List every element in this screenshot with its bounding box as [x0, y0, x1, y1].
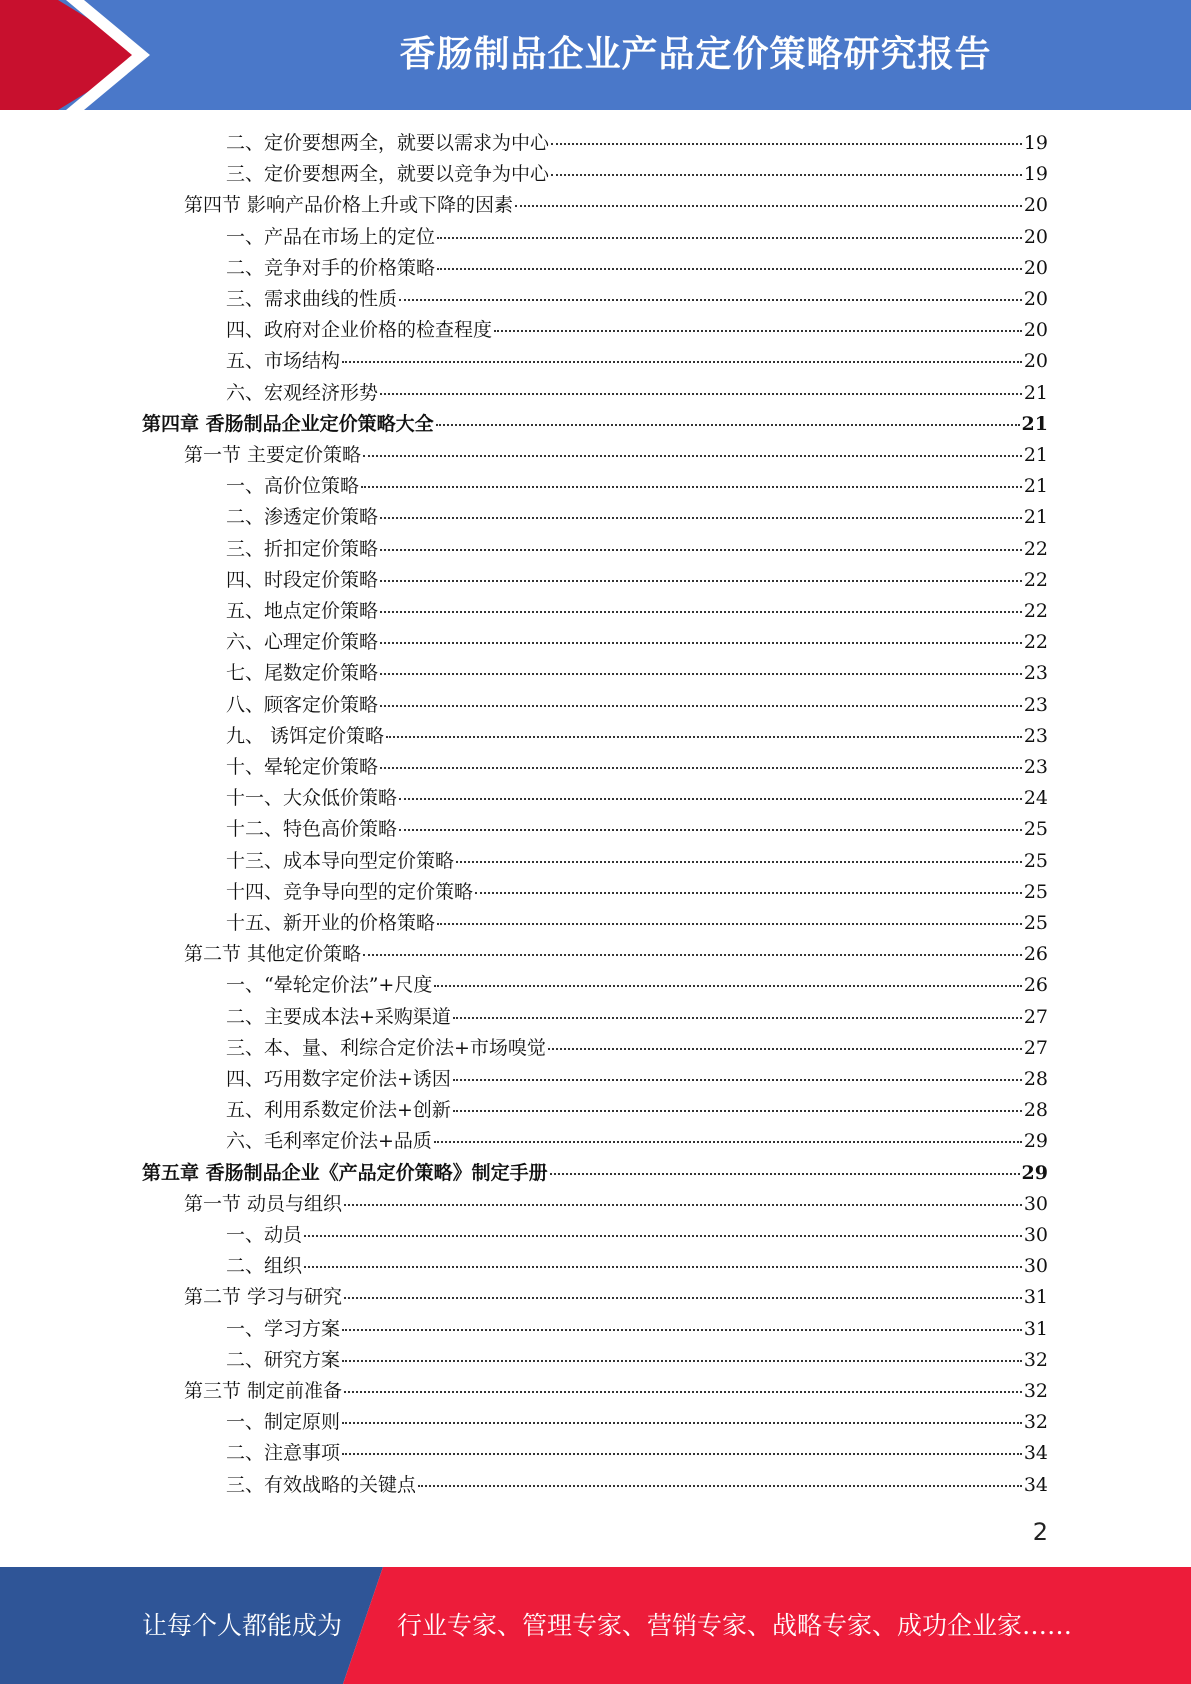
- toc-section-entry[interactable]: [184, 1189, 1048, 1220]
- toc-entry-page: 20: [1023, 257, 1048, 279]
- toc-dot-leader: [434, 1140, 1022, 1143]
- toc-item-entry[interactable]: [226, 877, 1048, 908]
- toc-entry-page: 22: [1023, 569, 1048, 591]
- toc-entry-title: 三、本、量、利综合定价法+市场嗅觉: [226, 1037, 546, 1059]
- toc-dot-leader: [380, 548, 1022, 551]
- toc-section-entry[interactable]: [184, 1282, 1048, 1313]
- toc-entry-page: 20: [1023, 226, 1048, 248]
- toc-entry-page: 25: [1023, 818, 1048, 840]
- toc-entry-title: 四、时段定价策略: [226, 569, 379, 591]
- toc-item-entry[interactable]: [226, 284, 1048, 315]
- toc-entry-page: 20: [1023, 288, 1048, 310]
- toc-entry-title: 二、主要成本法+采购渠道: [226, 1006, 451, 1028]
- toc-entry-page: 21: [1023, 382, 1048, 404]
- toc-entry-page: 27: [1023, 1006, 1048, 1028]
- page-header: [0, 0, 1191, 110]
- toc-item-entry[interactable]: [226, 1251, 1048, 1282]
- toc-entry-title: 一、“晕轮定价法”+尺度: [226, 974, 433, 996]
- toc-entry-page: 28: [1023, 1099, 1048, 1121]
- toc-entry-title: 三、需求曲线的性质: [226, 288, 398, 310]
- toc-dot-leader: [437, 236, 1022, 239]
- toc-entry-page: 22: [1023, 631, 1048, 653]
- toc-dot-leader: [380, 610, 1022, 613]
- toc-entry-title: 八、顾客定价策略: [226, 694, 379, 716]
- toc-dot-leader: [344, 1390, 1022, 1393]
- toc-entry-page: 25: [1023, 850, 1048, 872]
- toc-entry-page: 32: [1023, 1380, 1048, 1402]
- toc-entry-title: 一、动员: [226, 1224, 303, 1246]
- toc-dot-leader: [475, 891, 1022, 894]
- toc-dot-leader: [515, 204, 1022, 207]
- toc-item-entry[interactable]: [226, 814, 1048, 845]
- toc-dot-leader: [456, 860, 1022, 863]
- toc-entry-title: 三、有效战略的关键点: [226, 1474, 417, 1496]
- toc-item-entry[interactable]: [226, 846, 1048, 877]
- toc-dot-leader: [342, 1328, 1022, 1331]
- toc-dot-leader: [380, 704, 1022, 707]
- toc-entry-title: 一、产品在市场上的定位: [226, 226, 436, 248]
- toc-entry-title: 六、毛利率定价法+品质: [226, 1130, 432, 1152]
- toc-dot-leader: [380, 641, 1022, 644]
- toc-entry-page: 25: [1023, 881, 1048, 903]
- toc-entry-page: 25: [1023, 912, 1048, 934]
- toc-entry-title: 十、晕轮定价策略: [226, 756, 379, 778]
- toc-dot-leader: [550, 1172, 1020, 1175]
- toc-dot-leader: [380, 766, 1022, 769]
- toc-chapter-entry[interactable]: [142, 409, 1048, 440]
- toc-entry-title: 十五、新开业的价格策略: [226, 912, 436, 934]
- footer-slogan-left: 让每个人都能成为: [142, 1611, 343, 1640]
- toc-dot-leader: [361, 485, 1022, 488]
- toc-dot-leader: [437, 922, 1022, 925]
- footer-slogan-right: 行业专家、管理专家、营销专家、战略专家、成功企业家……: [397, 1611, 1073, 1640]
- toc-item-entry[interactable]: [226, 627, 1048, 658]
- toc-dot-leader: [494, 329, 1022, 332]
- toc-entry-page: 24: [1023, 787, 1048, 809]
- toc-dot-leader: [344, 1296, 1022, 1299]
- toc-entry-page: 21: [1021, 413, 1048, 435]
- toc-dot-leader: [380, 579, 1022, 582]
- toc-dot-leader: [342, 1452, 1022, 1455]
- toc-item-entry[interactable]: [226, 721, 1048, 752]
- toc-item-entry[interactable]: [226, 1064, 1048, 1095]
- toc-item-entry[interactable]: [226, 502, 1048, 533]
- toc-entry-title: 二、研究方案: [226, 1349, 341, 1371]
- toc-item-entry[interactable]: [226, 1407, 1048, 1438]
- toc-item-entry[interactable]: [226, 315, 1048, 346]
- toc-dot-leader: [304, 1265, 1022, 1268]
- toc-entry-title: 第四节 影响产品价格上升或下降的因素: [184, 194, 514, 216]
- toc-dot-leader: [342, 1359, 1022, 1362]
- toc-entry-title: 第五章 香肠制品企业《产品定价策略》制定手册: [142, 1162, 548, 1184]
- toc-entry-page: 30: [1023, 1193, 1048, 1215]
- toc-entry-page: 20: [1023, 350, 1048, 372]
- toc-entry-title: 十四、竞争导向型的定价策略: [226, 881, 474, 903]
- toc-entry-page: 26: [1023, 974, 1048, 996]
- toc-item-entry[interactable]: [226, 658, 1048, 689]
- toc-entry-title: 十二、特色高价策略: [226, 818, 398, 840]
- toc-item-entry[interactable]: [226, 783, 1048, 814]
- toc-entry-title: 九、 诱饵定价策略: [226, 725, 385, 747]
- toc-entry-page: 22: [1023, 600, 1048, 622]
- toc-item-entry[interactable]: [226, 690, 1048, 721]
- toc-entry-page: 31: [1023, 1318, 1048, 1340]
- toc-item-entry[interactable]: [226, 346, 1048, 377]
- toc-entry-title: 二、组织: [226, 1255, 303, 1277]
- toc-item-entry[interactable]: [226, 1033, 1048, 1064]
- toc-dot-leader: [436, 423, 1020, 426]
- toc-entry-title: 一、高价位策略: [226, 475, 360, 497]
- toc-item-entry[interactable]: [226, 159, 1048, 190]
- toc-entry-page: 23: [1023, 725, 1048, 747]
- toc-entry-page: 22: [1023, 538, 1048, 560]
- toc-dot-leader: [363, 953, 1022, 956]
- toc-entry-page: 28: [1023, 1068, 1048, 1090]
- toc-entry-page: 26: [1023, 943, 1048, 965]
- toc-entry-page: 23: [1023, 694, 1048, 716]
- toc-section-entry[interactable]: [184, 939, 1048, 970]
- toc-item-entry[interactable]: [226, 752, 1048, 783]
- toc-entry-title: 第二节 学习与研究: [184, 1286, 343, 1308]
- toc-entry-page: 32: [1023, 1349, 1048, 1371]
- toc-entry-title: 二、竞争对手的价格策略: [226, 257, 436, 279]
- toc-dot-leader: [363, 454, 1022, 457]
- toc-dot-leader: [304, 1234, 1022, 1237]
- toc-entry-page: 20: [1023, 319, 1048, 341]
- toc-entry-title: 第一节 动员与组织: [184, 1193, 343, 1215]
- toc-item-entry[interactable]: [226, 471, 1048, 502]
- toc-dot-leader: [453, 1016, 1022, 1019]
- toc-entry-page: 29: [1021, 1162, 1048, 1184]
- toc-item-entry[interactable]: [226, 970, 1048, 1001]
- toc-entry-title: 第二节 其他定价策略: [184, 943, 362, 965]
- toc-entry-title: 三、定价要想两全，就要以竞争为中心: [226, 163, 550, 185]
- toc-item-entry[interactable]: [226, 253, 1048, 284]
- toc-entry-page: 23: [1023, 756, 1048, 778]
- toc-entry-title: 三、折扣定价策略: [226, 538, 379, 560]
- toc-entry-page: 29: [1023, 1130, 1048, 1152]
- toc-dot-leader: [437, 267, 1022, 270]
- toc-item-entry[interactable]: [226, 534, 1048, 565]
- toc-dot-leader: [418, 1484, 1022, 1487]
- toc-dot-leader: [453, 1109, 1022, 1112]
- toc-entry-page: 21: [1023, 506, 1048, 528]
- toc-item-entry[interactable]: [226, 222, 1048, 253]
- toc-entry-title: 二、注意事项: [226, 1442, 341, 1464]
- toc-entry-title: 一、制定原则: [226, 1411, 341, 1433]
- toc-dot-leader: [344, 1203, 1022, 1206]
- toc-item-entry[interactable]: [226, 1345, 1048, 1376]
- toc-entry-page: 19: [1023, 163, 1048, 185]
- header-red-arrow: [0, 0, 148, 110]
- toc-entry-title: 六、心理定价策略: [226, 631, 379, 653]
- toc-entry-title: 二、定价要想两全，就要以需求为中心: [226, 132, 550, 154]
- toc-section-entry[interactable]: [184, 1376, 1048, 1407]
- toc-entry-title: 五、利用系数定价法+创新: [226, 1099, 451, 1121]
- toc-section-entry[interactable]: [184, 190, 1048, 221]
- toc-entry-title: 第三节 制定前准备: [184, 1380, 343, 1402]
- toc-entry-title: 六、宏观经济形势: [226, 382, 379, 404]
- toc-chapter-entry[interactable]: [142, 1158, 1048, 1189]
- toc-entry-title: 四、政府对企业价格的检查程度: [226, 319, 493, 341]
- toc-dot-leader: [386, 735, 1022, 738]
- toc-entry-title: 一、学习方案: [226, 1318, 341, 1340]
- toc-item-entry[interactable]: [226, 1126, 1048, 1157]
- toc-entry-page: 23: [1023, 662, 1048, 684]
- toc-entry-page: 30: [1023, 1224, 1048, 1246]
- toc-entry-page: 30: [1023, 1255, 1048, 1277]
- toc-entry-page: 27: [1023, 1037, 1048, 1059]
- toc-entry-page: 21: [1023, 444, 1048, 466]
- toc-item-entry[interactable]: [226, 1095, 1048, 1126]
- page-number: 2: [1032, 1518, 1048, 1546]
- toc-item-entry[interactable]: [226, 128, 1048, 159]
- toc-entry-page: 34: [1023, 1474, 1048, 1496]
- toc-dot-leader: [548, 1047, 1022, 1050]
- header-title: 香肠制品企业产品定价策略研究报告: [399, 34, 992, 75]
- toc-entry-title: 五、市场结构: [226, 350, 341, 372]
- toc-entry-title: 十三、成本导向型定价策略: [226, 850, 455, 872]
- toc-item-entry[interactable]: [226, 378, 1048, 409]
- toc-dot-leader: [434, 984, 1021, 987]
- toc-item-entry[interactable]: [226, 908, 1048, 939]
- toc-entry-title: 七、尾数定价策略: [226, 662, 379, 684]
- toc-dot-leader: [380, 672, 1022, 675]
- toc-dot-leader: [342, 360, 1022, 363]
- toc-item-entry[interactable]: [226, 1220, 1048, 1251]
- toc-entry-page: 21: [1023, 475, 1048, 497]
- toc-dot-leader: [399, 797, 1022, 800]
- toc-entry-page: 32: [1023, 1411, 1048, 1433]
- toc-item-entry[interactable]: [226, 1002, 1048, 1033]
- toc-entry-title: 第一节 主要定价策略: [184, 444, 362, 466]
- toc-entry-title: 二、渗透定价策略: [226, 506, 379, 528]
- toc-item-entry[interactable]: [226, 1438, 1048, 1469]
- toc-entry-page: 19: [1023, 132, 1048, 154]
- toc-entry-title: 十一、大众低价策略: [226, 787, 398, 809]
- toc-item-entry[interactable]: [226, 596, 1048, 627]
- toc-dot-leader: [380, 516, 1022, 519]
- toc-dot-leader: [380, 392, 1022, 395]
- toc-section-entry[interactable]: [184, 440, 1048, 471]
- toc-item-entry[interactable]: [226, 1470, 1048, 1501]
- toc-entry-title: 第四章 香肠制品企业定价策略大全: [142, 413, 434, 435]
- page-footer: [0, 1567, 1191, 1684]
- toc-dot-leader: [399, 298, 1022, 301]
- toc-item-entry[interactable]: [226, 1314, 1048, 1345]
- toc-dot-leader: [551, 142, 1022, 145]
- toc-item-entry[interactable]: [226, 565, 1048, 596]
- toc-entry-page: 31: [1023, 1286, 1048, 1308]
- toc-dot-leader: [342, 1421, 1022, 1424]
- toc-dot-leader: [399, 828, 1022, 831]
- toc-entry-title: 五、地点定价策略: [226, 600, 379, 622]
- toc-dot-leader: [551, 173, 1022, 176]
- toc-dot-leader: [453, 1078, 1022, 1081]
- toc-entry-page: 34: [1023, 1442, 1048, 1464]
- toc-entry-page: 20: [1023, 194, 1048, 216]
- toc-entry-title: 四、巧用数字定价法+诱因: [226, 1068, 451, 1090]
